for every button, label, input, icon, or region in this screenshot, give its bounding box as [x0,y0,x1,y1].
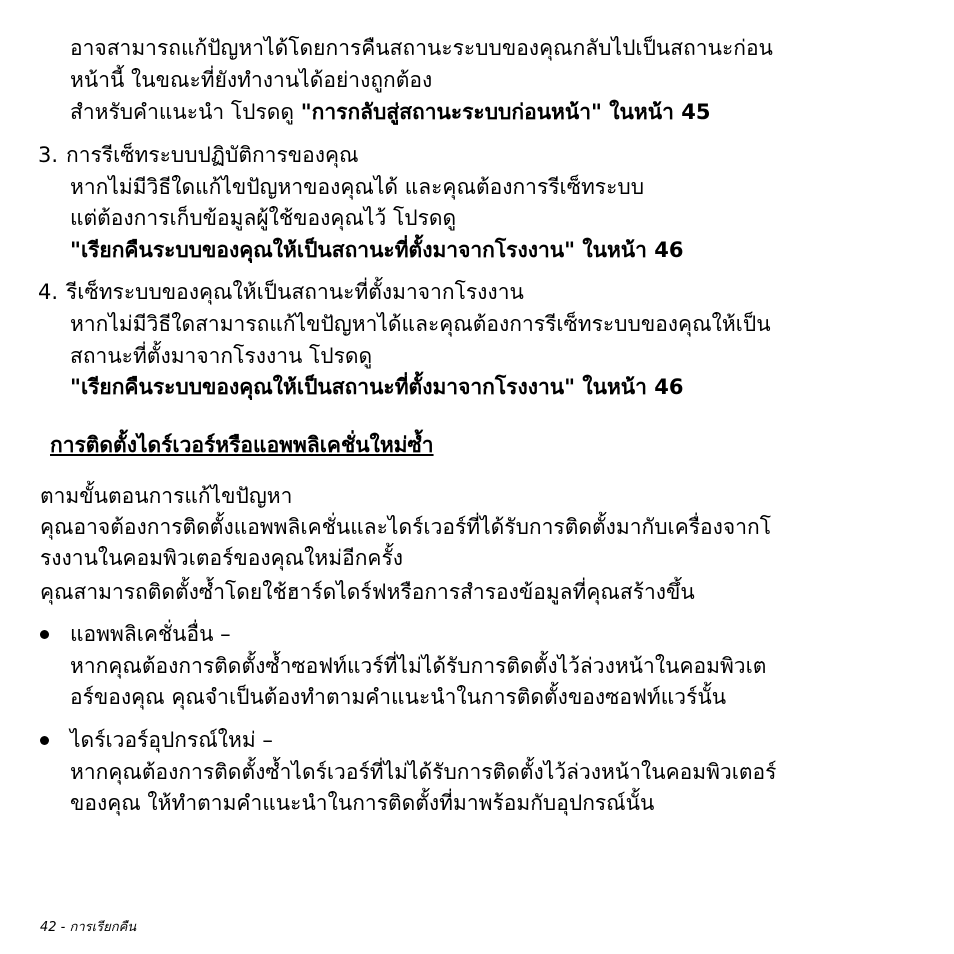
reference-link[interactable]: "การกลับสู่สถานะระบบก่อนหน้า" ในหน้า 45 [300,100,711,124]
paragraph: รงงานในคอมพิวเตอร์ของคุณใหม่อีกครั้ง [40,546,403,570]
paragraph: คุณอาจต้องการติดตั้งแอพพลิเคชั่นและไดร์เวอร์ที่ได้รับการติดตั้งมากับเครื่องจากโ [40,515,772,539]
paragraph: คุณสามารถติดตั้งซ้ำโดยใช้ฮาร์ดไดร์ฟหรือการสำรองข้อมูลที่คุณสร้างขึ้น [40,580,695,604]
step-number: 3. [38,143,59,167]
bullet-body: อร์ของคุณ คุณจำเป็นต้องทำตามคำแนะนำในการติดตั้งของซอฟท์แวร์นั้น [70,685,727,709]
paragraph: ตามขั้นตอนการแก้ไขปัญหา [40,484,293,508]
step-title: รีเซ็ทระบบของคุณให้เป็นสถานะที่ตั้งมาจากโรงงาน [66,280,524,304]
bullet-title: ไดร์เวอร์อุปกรณ์ใหม่ – [70,728,273,752]
step-title: การรีเซ็ทระบบปฏิบัติการของคุณ [66,143,359,167]
reference-link[interactable]: "เรียกคืนระบบของคุณให้เป็นสถานะที่ตั้งมาจากโรงงาน" ในหน้า 46 [70,375,684,399]
bullet-body: ของคุณ ให้ทำตามคำแนะนำในการติดตั้งที่มาพร้อมกับอุปกรณ์นั้น [70,791,655,815]
intro-line: หน้านี้ ในขณะที่ยังทำงานได้อย่างถูกต้อง [70,68,433,92]
step-number: 4. [38,280,59,304]
bullet-icon [40,736,49,745]
step-body: หากไม่มีวิธีใดแก้ไขปัญหาของคุณได้ และคุณต้องการรีเซ็ทระบบ [70,175,645,199]
bullet-title: แอพพลิเคชั่นอื่น – [70,622,231,646]
section-heading: การติดตั้งไดร์เวอร์หรือแอพพลิเคชั่นใหม่ซ้ำ [50,433,434,457]
reference-prefix: สำหรับคำแนะนำ โปรดดู [70,100,301,124]
intro-reference [70,98,710,126]
bullet-icon [40,630,49,639]
step-body: สถานะที่ตั้งมาจากโรงงาน โปรดดู [70,344,373,368]
reference-link[interactable]: "เรียกคืนระบบของคุณให้เป็นสถานะที่ตั้งมาจากโรงงาน" ในหน้า 46 [70,238,684,262]
bullet-body: หากคุณต้องการติดตั้งซ้ำไดร์เวอร์ที่ไม่ได้รับการติดตั้งไว้ล่วงหน้าในคอมพิวเตอร์ [70,760,777,784]
bullet-body: หากคุณต้องการติดตั้งซ้ำซอฟท์แวร์ที่ไม่ได้รับการติดตั้งไว้ล่วงหน้าในคอมพิวเต [70,654,767,678]
intro-line: อาจสามารถแก้ปัญหาได้โดยการคืนสถานะระบบของคุณกลับไปเป็นสถานะก่อน [70,36,773,60]
step-body: แต่ต้องการเก็บข้อมูลผู้ใช้ของคุณไว้ โปรดดู [70,206,457,230]
step-body: หากไม่มีวิธีใดสามารถแก้ไขปัญหาได้และคุณต้องการรีเซ็ทระบบของคุณให้เป็น [70,312,771,336]
page-footer: 42 - การเรียกคืน [40,920,137,935]
